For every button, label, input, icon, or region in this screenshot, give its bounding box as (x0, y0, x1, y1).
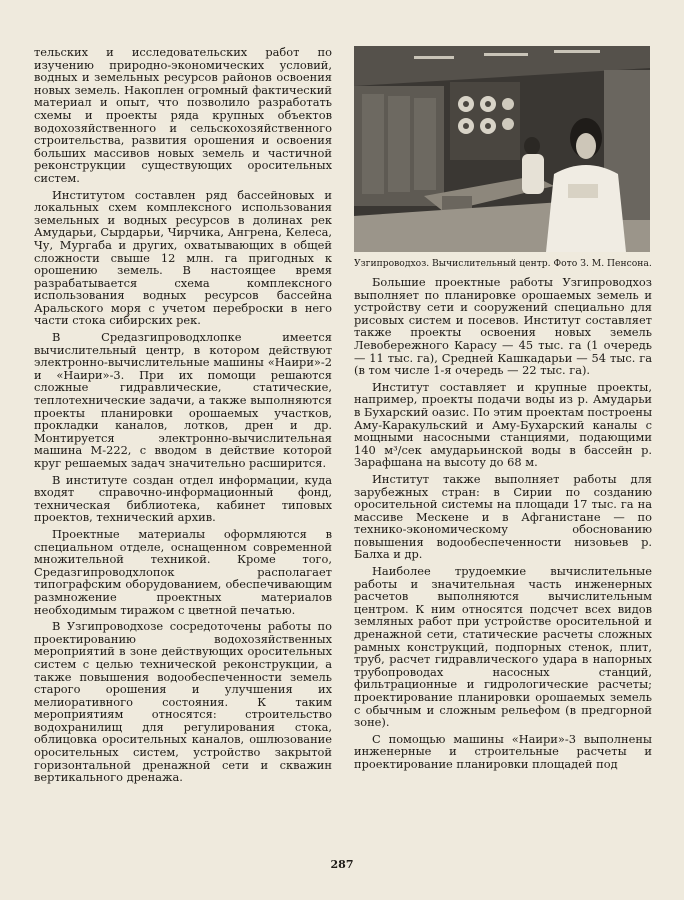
paragraph: Наиболее трудоемкие вычислительные работы и значительная часть инженерных расчетов выполняются вычислительным центром. К ним относятся подсчет всех видов земляных работ при устройстве оросительной и дренажной сети, статические расчеты сложных рамных конструкций, подпорных стенок, плит, труб, расчет гидравлического удара в напорных трубопроводах насосных станций, фильтрационные и гидрологические расчеты; проектирование планировки орошаемых земель с обычным и сложным рельефом (в предгорной зоне). (354, 564, 652, 730)
paragraph: В Узгипроводхозе сосредоточены работы по проектированию водохозяйственных мероприятий в зоне действующих оросительных систем с целью технической реконструкции, а также повышения водообеспеченности земель старого орошения и улучшения их мелиоративного состояния. К таким мероприятиям относятся: строительство водохранилищ для регулирования стока, облицовка оросительных каналов, ошлюзование оросительных систем, устройство закрытой горизонтальной дренажной сети и скважин вертикального дренажа. (34, 619, 332, 785)
left-column (34, 46, 332, 784)
paragraph: С помощью машины «Наири»-3 выполнены инженерные и строительные расчеты и проектирование планировки площадей под (354, 731, 652, 771)
paragraph: Проектные материалы оформляются в специальном отделе, оснащенном современной множительной техникой. Кроме того, Средазгипроводхлопок располагает типографским оборудованием, обеспечивающим размножение проектных материалов необходимым тиражом с цветной печатью. (34, 526, 332, 617)
computer-center-photo (354, 46, 650, 252)
paragraph: В Средазгипроводхлопке имеется вычислительный центр, в котором действуют электронно-вычислительные машины «Наири»-2 и «Наири»-3. При их помощи решаются сложные гидравлические, статические, теплотехнические задачи, а также выполняются проекты планировки орошаемых участков, прокладки каналов, лотков, дрен и др. Монтируется электронно-вычислительная машина М-222, с вводом в действие которой круг решаемых задач значительно расширится. (34, 330, 332, 470)
paragraph: Институт также выполняет работы для зарубежных стран: в Сирии по созданию оросительной системы на площади 17 тыс. га на массиве Мескене и в Афганистане — по технико-экономическому обоснованию повышения водообеспеченности низовьев р. Балха и др. (354, 471, 652, 562)
paragraph: Большие проектные работы Узгипроводхоз выполняет по планировке орошаемых земель и устройству сети и сооружений специально для рисовых систем и посевов. Институт составляет также проекты освоения новых земель Левобережного Карасу — 45 тыс. га (1 очередь — 11 тыс. га), Средней Кашкадарьи — 54 тыс. га (в том числе 1-я очередь — 22 тыс. га). (354, 275, 652, 378)
photo-illustration (354, 46, 650, 252)
paragraph: тельских и исследовательских работ по изучению природно-экономических условий, водных и земельных ресурсов районов освоения новых земель. Накоплен огромный фактический материал и опыт, что позволило разработать схемы и проекты ряда крупных объектов водохозяйственного и сельскохозяйственного строительства, развития орошения и освоения больших массивов новых земель и частичной реконструкции существующих оросительных систем. (34, 45, 332, 185)
right-column (354, 46, 652, 771)
page-number: 287 (330, 858, 354, 871)
photo-caption: Узгипроводхоз. Вычислительный центр. Фото З. М. Пенсона. (354, 258, 652, 269)
paragraph: Институтом составлен ряд бассейновых и локальных схем комплексного использования земельных и водных ресурсов в долинах рек Амударьи, Сырдарьи, Чирчика, Ангрена, Келеса, Чу, Мургаба и других, охватывающих в общей сложности свыше 12 млн. га пригодных к орошению земель. В настоящее время разрабатывается схема комплексного использования водных ресурсов бассейна Аральского моря с учетом переброски в него части стока сибирских рек. (34, 187, 332, 328)
paragraph: Институт составляет и крупные проекты, например, проекты подачи воды из р. Амударьи в Бухарский оазис. По этим проектам построены Аму-Каракульский и Аму-Бухарский каналы с мощными насосными станциями, подающими 140 м³/сек амударьинской воды в бассейн р. Зарафшана на высоту до 68 м. (354, 379, 653, 470)
paragraph: В институте создан отдел информации, куда входят справочно-информационный фонд, техническая библиотека, кабинет типовых проектов, технический архив. (34, 472, 332, 525)
